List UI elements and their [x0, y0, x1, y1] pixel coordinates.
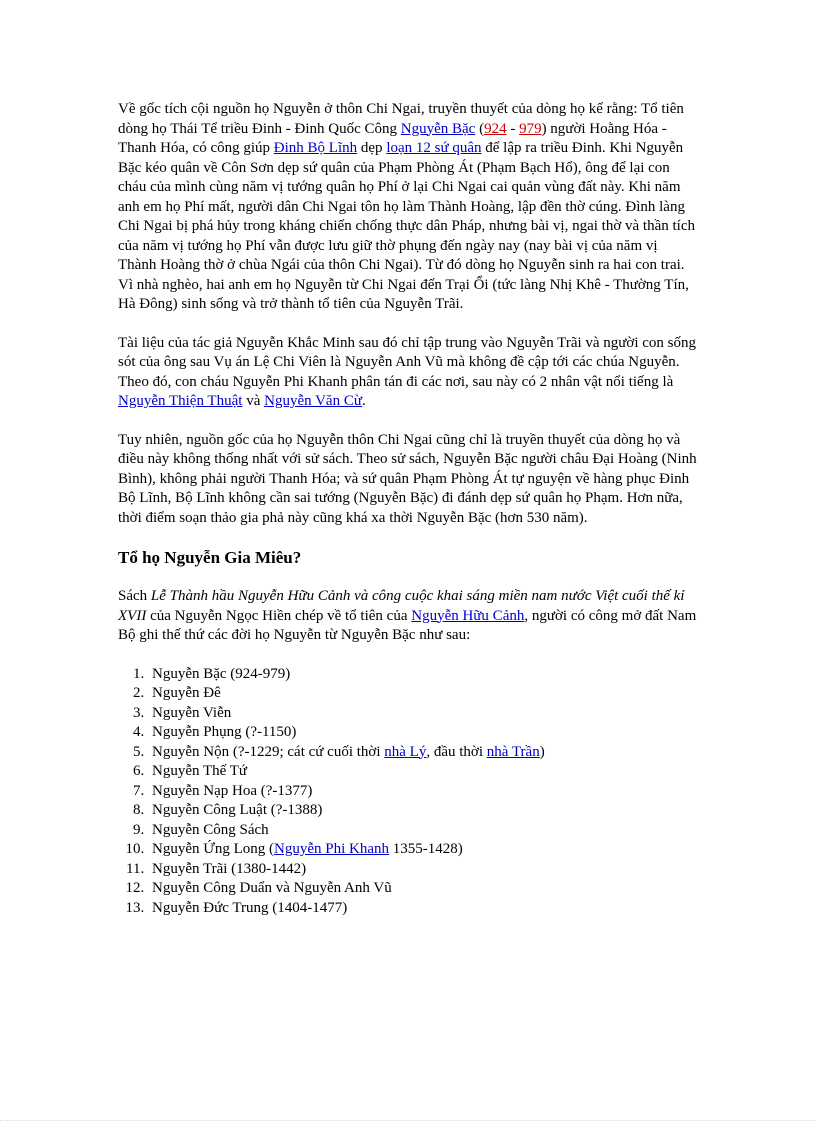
link-nguyen-phi-khanh[interactable]: Nguyễn Phi Khanh [274, 841, 390, 857]
text: , người có công mở đất Nam Bộ ghi thế thứ các đời họ Nguyễn từ Nguyễn Bặc như sau: [118, 607, 697, 643]
paragraph-book [118, 587, 698, 646]
list-item: 1. Nguyễn Bặc (924-979) [148, 665, 698, 685]
text: và [242, 393, 265, 409]
list-item: 8. Nguyễn Công Luật (?-1388) [148, 801, 698, 821]
list-item [148, 840, 698, 860]
list-item: 2. Nguyễn Đê [148, 684, 698, 704]
page-bottom-divider [0, 1120, 816, 1121]
link-nguyen-thien-thuat[interactable]: Nguyễn Thiện Thuật [118, 393, 243, 409]
book-title: Lễ Thành hầu Nguyễn Hữu Cảnh và công cuộc khai sáng miền nam nước Việt cuối thế kỉ XVII [118, 588, 685, 624]
link-nha-tran[interactable]: nhà Trần [486, 743, 540, 760]
list-item: 9. Nguyễn Công Sách [148, 821, 698, 841]
text: ( [475, 120, 485, 137]
link-year-979[interactable]: 979 [519, 120, 542, 137]
link-nguyen-huu-canh[interactable]: Nguyễn Hữu Cảnh [411, 607, 525, 624]
text: ) [539, 743, 545, 760]
list-item: 11. Nguyễn Trãi (1380-1442) [148, 860, 698, 880]
link-nguyen-bac[interactable]: Nguyễn Bặc [400, 120, 476, 137]
link-nguyen-van-cu[interactable]: Nguyễn Văn Cừ [264, 393, 362, 409]
list-item [148, 743, 698, 763]
text: 1355-1428) [389, 841, 463, 857]
link-nha-ly[interactable]: nhà Lý [384, 743, 427, 760]
lineage-list [118, 665, 698, 919]
paragraph-origin [118, 100, 698, 315]
text: của Nguyễn Ngọc Hiền chép về tổ tiên của [146, 607, 412, 624]
text: Sách [118, 588, 151, 604]
list-item: 6. Nguyễn Thế Tứ [148, 762, 698, 782]
link-dinh-bo-linh[interactable]: Đinh Bộ Lĩnh [273, 140, 358, 156]
link-loan-12-su-quan[interactable]: loạn 12 sứ quân [386, 140, 482, 156]
text: Nguyễn Ứng Long ( [152, 841, 275, 857]
text: . [361, 393, 366, 409]
text: - [506, 120, 520, 137]
text: , đầu thời [426, 743, 487, 760]
text: để lập ra triều Đinh. Khi Nguyễn Bặc kéo quân về Côn Sơn dẹp sứ quân của Phạm Phòng Át (Phạm Bạch Hổ), ông để lại con cháu của mình cùng năm vị tướng quân họ Phí ở lại Chi Ngai cai quản vùng đất này. Khi năm anh em họ Phí mất, người dân Chi Ngai tôn họ làm Thành Hoàng, lập đền thờ cúng. Đình làng Chi Ngai bị phá hủy trong kháng chiến chống thực dân Pháp, nhưng bài vị, ngai thờ và thần tích của năm vị tướng họ Phí vẫn được lưu giữ thờ phụng đến ngày nay (nay bài vị của năm vị Thành Hoàng thờ ở chùa Ngái của thôn Chi Ngai). Từ đó dòng họ Nguyễn sinh ra hai con trai. Vì nhà nghèo, hai anh em họ Nguyễn từ Chi Ngai đến Trại Ổi (tức làng Nhị Khê - Thường Tín, Hà Đông) sinh sống và trở thành tổ tiên của Nguyễn Trãi. [118, 140, 696, 312]
list-item: 12. Nguyễn Công Duẩn và Nguyễn Anh Vũ [148, 879, 698, 899]
document-body [118, 100, 698, 918]
section-heading: Tổ họ Nguyễn Gia Miêu? [118, 548, 302, 567]
text: Nguyễn Nộn (?-1229; cát cứ cuối thời [152, 743, 385, 760]
link-year-924[interactable]: 924 [484, 120, 507, 137]
text: dẹp [357, 140, 387, 156]
text: Tài liệu của tác giả Nguyễn Khắc Minh sau đó chỉ tập trung vào Nguyễn Trãi và người con sống sót của ông sau Vụ án Lệ Chi Viên là Nguyễn Anh Vũ mà không đề cập tới các chúa Nguyễn. Theo đó, con cháu Nguyễn Phi Khanh phân tán đi các nơi, sau này có 2 nhân vật nổi tiếng là [118, 334, 697, 390]
list-item: 7. Nguyễn Nạp Hoa (?-1377) [148, 782, 698, 802]
paragraph-however: Tuy nhiên, nguồn gốc của họ Nguyễn thôn Chi Ngai cũng chỉ là truyền thuyết của dòng họ và điều này không thống nhất với sử sách. Theo sử sách, Nguyễn Bặc người châu Đại Hoàng (Ninh Bình), không phải người Thanh Hóa; và sứ quân Phạm Phòng Át tự nguyện về hàng phục Đinh Bộ Lĩnh, Bộ Lĩnh không cần sai tướng (Nguyễn Bặc) đi đánh dẹp sứ quân họ Phạm. Hơn nữa, thời điểm soạn thảo gia phả này cũng khá xa thời Nguyễn Bặc (hơn 530 năm). [118, 431, 697, 526]
list-item: 3. Nguyễn Viễn [148, 704, 698, 724]
list-item: 13. Nguyễn Đức Trung (1404-1477) [148, 899, 698, 919]
text: Về gốc tích cội nguồn họ Nguyễn ở thôn Chi Ngai, truyền thuyết của dòng họ kể rằng: Tổ tiên dòng họ Thái Tể triều Đinh - Đinh Quốc Công [118, 101, 684, 137]
paragraph-nguyen-khac-minh [118, 334, 698, 412]
list-item: 4. Nguyễn Phụng (?-1150) [148, 723, 698, 743]
text: ) người Hoằng Hóa - Thanh Hóa, có công giúp [118, 120, 667, 156]
